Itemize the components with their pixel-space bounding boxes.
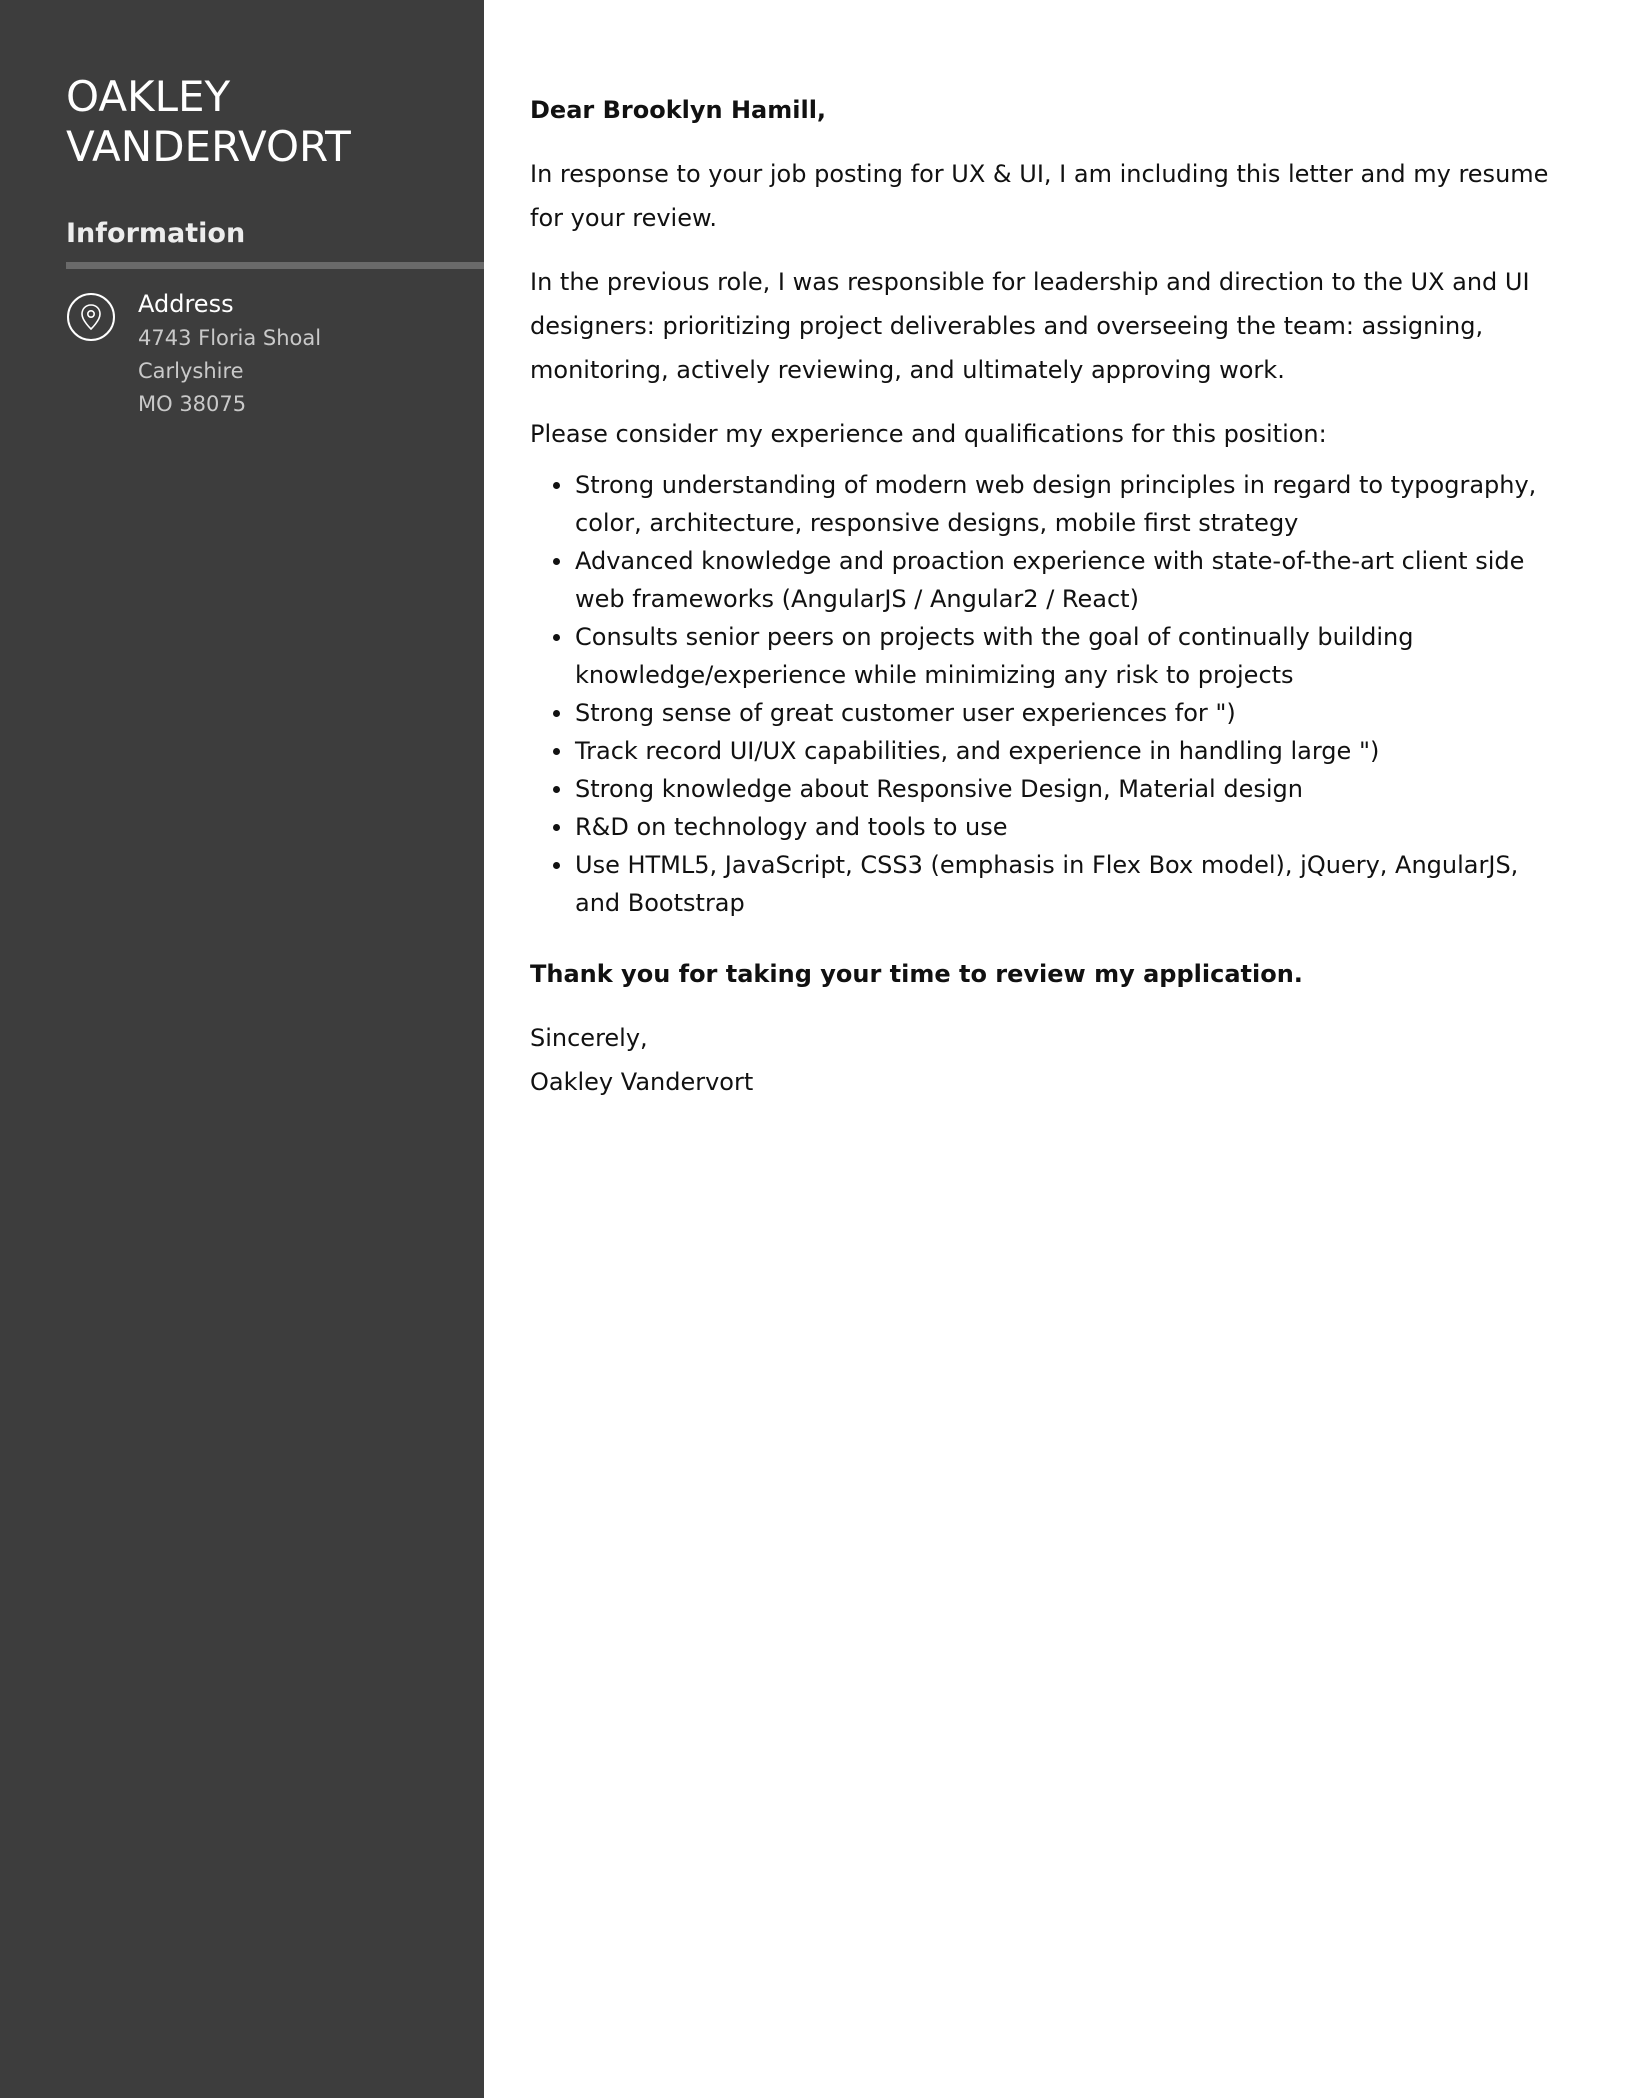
address-street: 4743 Floria Shoal [138, 326, 322, 350]
list-item: Track record UI/UX capabilities, and experience in handling large ") [575, 732, 1570, 770]
list-item: Use HTML5, JavaScript, CSS3 (emphasis in Flex Box model), jQuery, AngularJS, and Bootstrap [575, 846, 1570, 922]
list-item: Consults senior peers on projects with the goal of continually building knowledge/experience while minimizing any risk to projects [575, 618, 1570, 694]
salutation: Dear Brooklyn Hamill, [530, 96, 827, 124]
signature: Oakley Vandervort [530, 1068, 754, 1096]
name-first: OAKLEY [66, 72, 231, 121]
location-pin-icon [66, 292, 116, 342]
paragraph-intro: In response to your job posting for UX & UI, I am including this letter and my resume for your review. [530, 160, 1549, 232]
paragraph-previous-role: In the previous role, I was responsible for leadership and direction to the UX and UI designers: prioritizing project deliverables and overseeing the team: assigning, monitoring, actively reviewing, and ultimately approving work. [530, 268, 1530, 384]
address-block [138, 288, 321, 421]
letter-body [530, 88, 1570, 1104]
name-last: VANDERVORT [66, 122, 351, 171]
list-item: Advanced knowledge and proaction experience with state-of-the-art client side web frameworks (AngularJS / Angular2 / React) [575, 542, 1570, 618]
closing: Sincerely, [530, 1024, 648, 1052]
paragraph-qualifications: Please consider my experience and qualifications for this position: [530, 420, 1327, 448]
list-item: Strong sense of great customer user experiences for ") [575, 694, 1570, 732]
list-item: Strong understanding of modern web design principles in regard to typography, color, architecture, responsive designs, mobile first strategy [575, 466, 1570, 542]
list-item: R&D on technology and tools to use [575, 808, 1570, 846]
sidebar [0, 0, 484, 2098]
information-heading: Information [66, 218, 246, 249]
qualifications-list [530, 466, 1570, 922]
applicant-name [66, 72, 466, 172]
thanks-line: Thank you for taking your time to review my application. [530, 960, 1303, 988]
section-divider [66, 262, 484, 269]
address-label: Address [138, 290, 234, 318]
address-state-zip: MO 38075 [138, 392, 247, 416]
address-city: Carlyshire [138, 359, 244, 383]
list-item: Strong knowledge about Responsive Design, Material design [575, 770, 1570, 808]
